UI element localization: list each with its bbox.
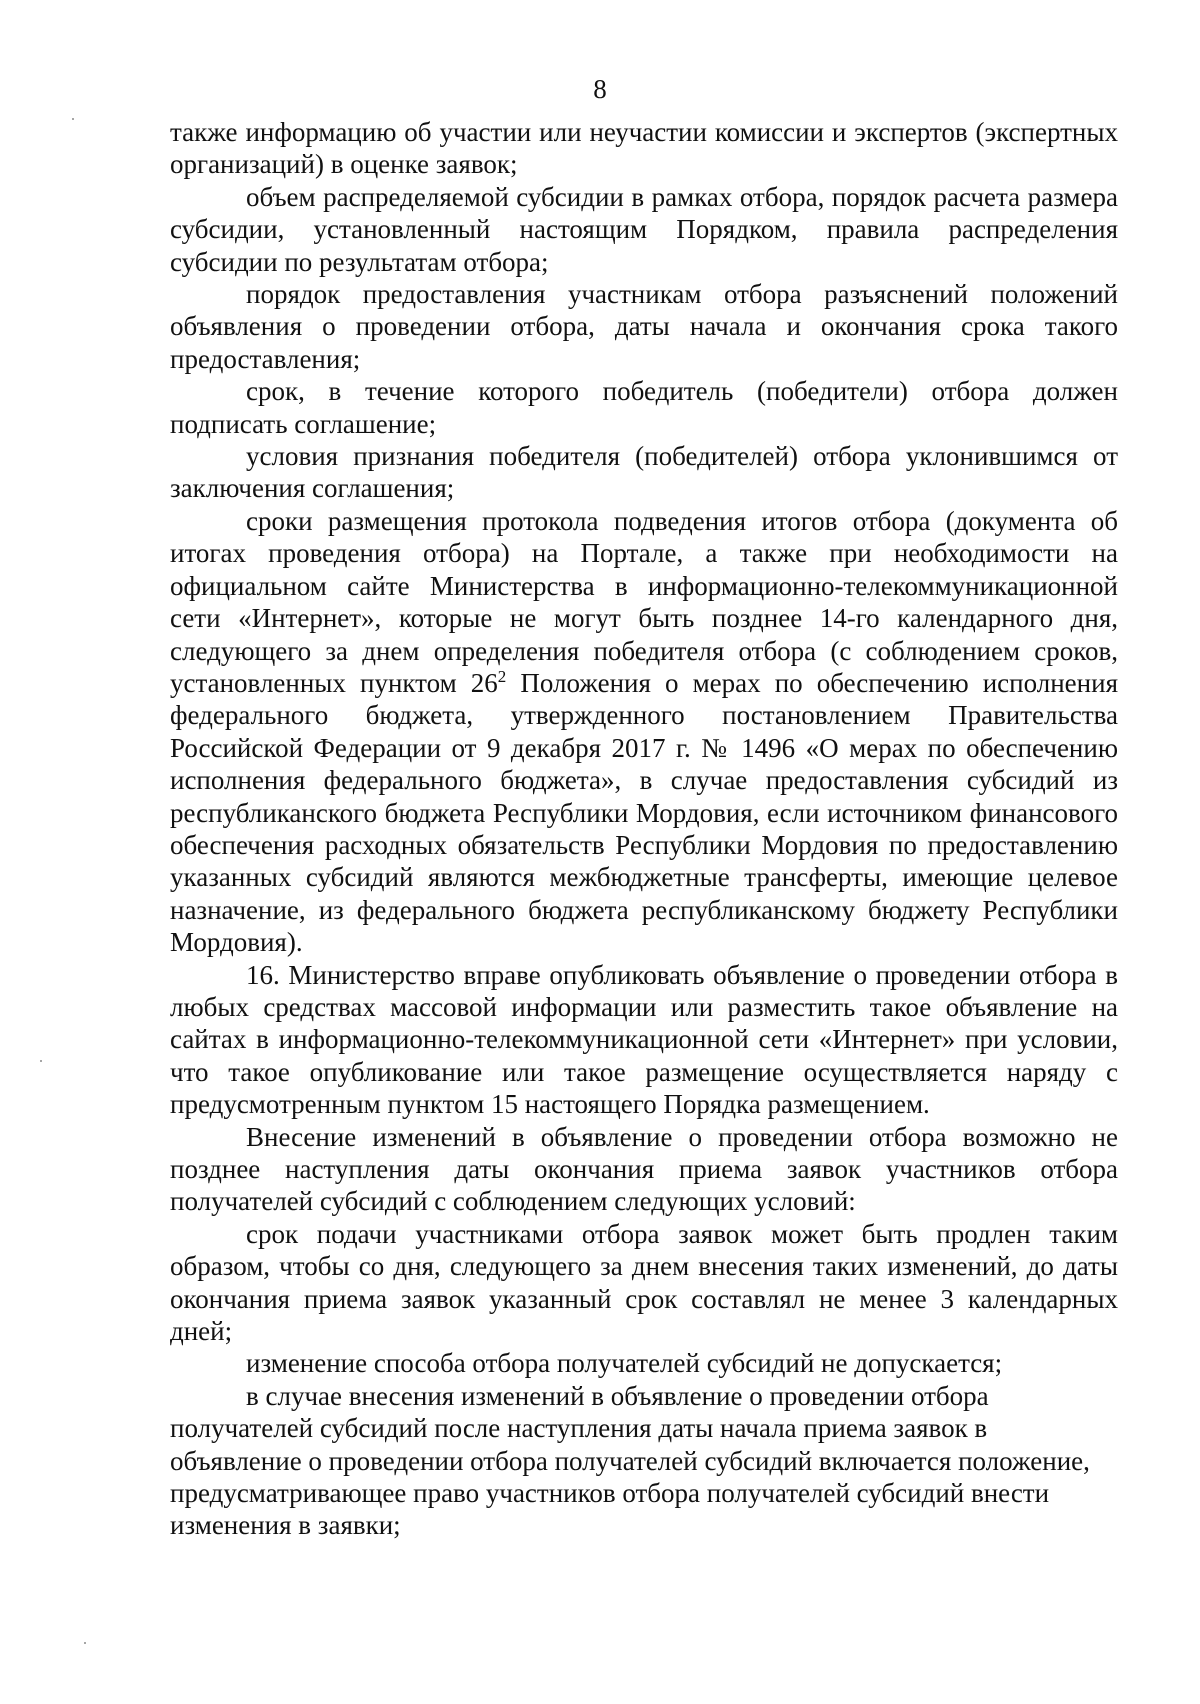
paragraph-6-superscript: 2 (497, 666, 507, 686)
paragraph-11: в случае внесения изменений в объявление о проведении отбора получателей субсидий после наступления даты начала приема заявок в объявление о проведении отбора получателей субсидий включается положение, предусматривающее право участников отбора получателей субсидий внести изменения в заявки; (170, 1380, 1090, 1541)
page-number: 8 (593, 74, 607, 104)
paragraph-2: объем распределяемой субсидии в рамках отбора, порядок расчета размера субсидии, установленный настоящим Порядком, правила распределения субсидии по результатам отбора; (170, 181, 1118, 277)
paragraph-6-text-before: сроки размещения протокола подведения итогов отбора (документа об итогах проведения отбора) на Портале, а также при необходимости на официальном сайте Министерства в информационно-телекоммуникационной сети «Интернет», которые не могут быть позднее 14-го календарного дня, следующего за днем определения победителя отбора (с соблюдением сроков, установленных пунктом 26 (170, 505, 1118, 698)
paragraph-9: срок подачи участниками отбора заявок может быть продлен таким образом, чтобы со дня, следующего за днем внесения таких изменений, до даты окончания приема заявок указанный срок составлял не менее 3 календарных дней; (170, 1218, 1118, 1347)
paragraph-5: условия признания победителя (победителей) отбора уклонившимся от заключения соглашения; (170, 441, 1118, 504)
paragraph-10: изменение способа отбора получателей субсидий не допускается; (246, 1348, 1003, 1379)
scan-speck (72, 118, 74, 120)
scan-speck (84, 1642, 86, 1644)
document-body (170, 116, 1118, 1542)
paragraph-1: также информацию об участии или неучастии комиссии и экспертов (экспертных организаций) в оценке заявок; (170, 117, 1118, 180)
paragraph-3: порядок предоставления участникам отбора разъяснений положений объявления о проведении отбора, даты начала и окончания срока такого предоставления; (170, 279, 1118, 374)
scan-speck (40, 1060, 42, 1062)
paragraph-6-text-after: Положения о мерах по обеспечению исполнения федерального бюджета, утвержденного постановлением Правительства Российской Федерации от 9 декабря 2017 г. № 1496 «О мерах по обеспечению исполнения федерального бюджета», в случае предоставления субсидий из республиканского бюджета Республики Мордовия, если источником финансового обеспечения расходных обязательств Республики Мордовия по предоставлению указанных субсидий являются межбюджетные трансферты, имеющие целевое назначение, из федерального бюджета республиканскому бюджету Республики Мордовия). (170, 667, 1118, 958)
paragraph-4: срок, в течение которого победитель (победители) отбора должен подписать соглашение; (170, 376, 1118, 439)
paragraph-7: 16. Министерство вправе опубликовать объявление о проведении отбора в любых средствах массовой информации или разместить такое объявление на сайтах в информационно-телекоммуникационной сети «Интернет» при условии, что такое опубликование или такое размещение осуществляется наряду с предусмотренным пунктом 15 настоящего Порядка размещением. (170, 959, 1118, 1120)
paragraph-8: Внесение изменений в объявление о проведении отбора возможно не позднее наступления даты окончания приема заявок участников отбора получателей субсидий с соблюдением следующих условий: (170, 1121, 1118, 1217)
paragraph-6 (170, 505, 1118, 959)
